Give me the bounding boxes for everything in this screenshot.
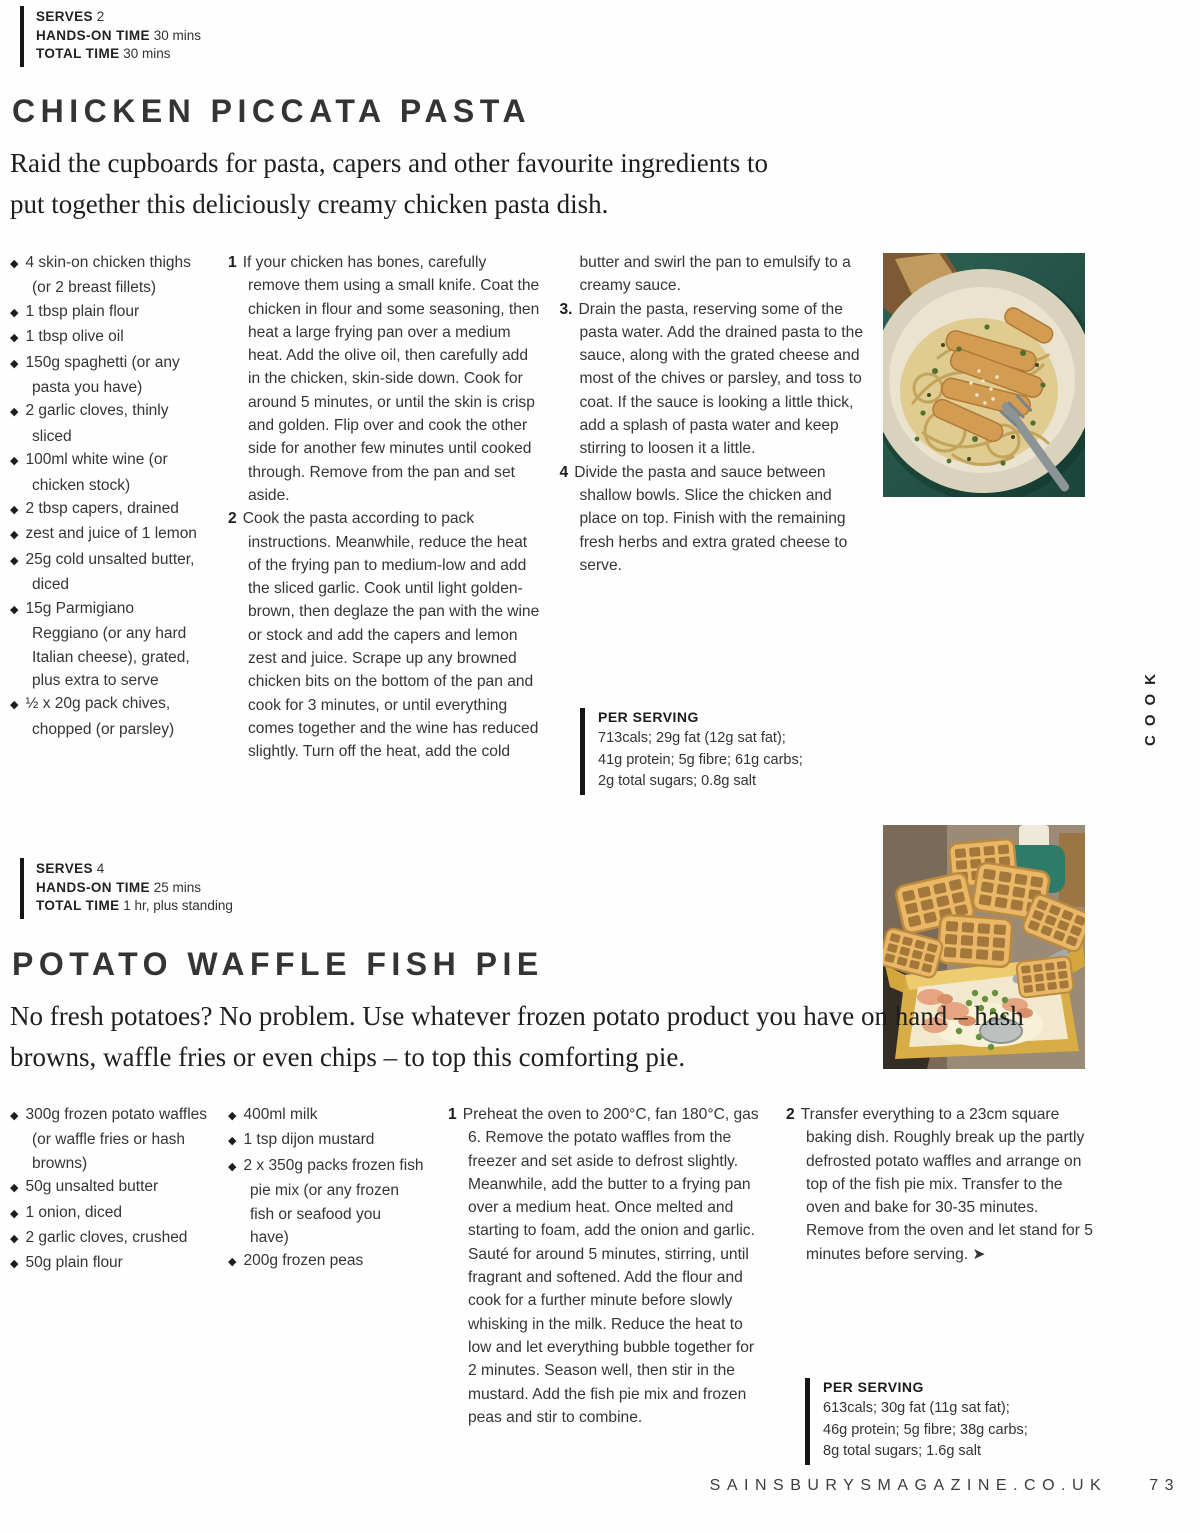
meta-row	[36, 897, 233, 916]
method-step	[228, 251, 541, 507]
diamond-bullet-icon: ◆	[10, 1258, 19, 1271]
ingredient-item	[10, 1201, 210, 1226]
chicken-piccata-pasta-photo	[883, 253, 1085, 497]
method-step	[560, 298, 873, 461]
step-number: 1	[228, 254, 237, 271]
ingredient-item	[10, 325, 202, 350]
ingredient-item	[10, 1251, 210, 1276]
ingredient-text: 4 skin-on chicken thighs (or 2 breast fillets)	[25, 254, 191, 297]
meta-row	[36, 879, 233, 898]
ingredient-text: ½ x 20g pack chives, chopped (or parsley)	[25, 695, 175, 738]
ingredient-item	[10, 497, 202, 522]
ingredient-text: 2 garlic cloves, crushed	[25, 1229, 188, 1247]
per-serving-label: PER SERVING	[823, 1379, 924, 1395]
diamond-bullet-icon: ◆	[228, 1256, 237, 1269]
ingredient-text: 200g frozen peas	[243, 1252, 364, 1270]
per-serving-line: 2g total sugars; 0.8g salt	[598, 773, 756, 789]
ingredient-item	[10, 1226, 210, 1251]
meta-label: TOTAL TIME	[36, 898, 120, 913]
page-number: 73	[1149, 1477, 1180, 1494]
step-number: 4	[559, 463, 569, 481]
magazine-site-url: SAINSBURYSMAGAZINE.CO.UK	[709, 1477, 1108, 1494]
ingredient-text: 2 tbsp capers, drained	[25, 500, 179, 518]
ingredient-text: 50g unsalted butter	[25, 1178, 159, 1196]
diamond-bullet-icon: ◆	[228, 1135, 237, 1148]
ingredient-text: 1 onion, diced	[25, 1203, 122, 1221]
diamond-bullet-icon: ◆	[228, 1160, 237, 1173]
diamond-bullet-icon: ◆	[10, 1182, 19, 1195]
ingredient-item	[10, 351, 202, 400]
ingredient-text: 2 garlic cloves, thinly sliced	[25, 402, 169, 445]
per-serving-label: PER SERVING	[598, 709, 699, 725]
ingredient-text: 50g plain flour	[25, 1254, 123, 1272]
recipe2-intro: No fresh potatoes? No problem. Use whatever frozen potato product you have on hand – hash browns, waffle fries or even chips – to top this comforting pie.	[10, 1001, 1024, 1072]
ingredient-text: 25g cold unsalted butter, diced	[25, 550, 195, 594]
diamond-bullet-icon: ◆	[10, 357, 19, 370]
ingredient-item	[10, 399, 202, 448]
step-number: 1	[448, 1106, 457, 1123]
meta-value: 30 mins	[123, 46, 171, 61]
per-serving-line: 713cals; 29g fat (12g sat fat);	[598, 730, 786, 746]
diamond-bullet-icon: ◆	[10, 306, 19, 319]
meta-label: SERVES	[36, 9, 93, 24]
meta-value: 30 mins	[153, 27, 201, 43]
meta-row	[36, 45, 201, 64]
diamond-bullet-icon: ◆	[10, 504, 19, 517]
cook-section-text: COOK	[1141, 664, 1159, 746]
method-step	[786, 1103, 1098, 1266]
meta-label: HANDS-ON TIME	[36, 879, 150, 895]
ingredient-text: 15g Parmigiano Reggiano (or any hard Italian cheese), grated, plus extra to serve	[25, 599, 190, 689]
step-text: If your chicken has bones, carefully remove them using a small knife. Coat the chicken in flour and some seasoning, then heat a large frying pan over a medium heat. Add the olive oil, then carefully add in the chicken, skin-side down. Cook for around 5 minutes, or until the skin is crisp and golden. Flip over and cook the other side for another few minutes until cooked through. Remove from the pan and set aside.	[242, 254, 540, 504]
diamond-bullet-icon: ◆	[10, 406, 19, 419]
ingredient-item	[10, 448, 202, 497]
per-serving-lines	[823, 1398, 1115, 1463]
ingredient-text: 1 tsp dijon mustard	[243, 1131, 375, 1149]
diamond-bullet-icon: ◆	[10, 554, 19, 567]
ingredient-item	[10, 522, 202, 547]
ingredient-item	[10, 1175, 210, 1200]
step-text: Divide the pasta and sauce between shallow bowls. Slice the chicken and place on top. Finish with the remaining fresh herbs and extra grated cheese to serve.	[574, 463, 848, 574]
ingredient-text: 100ml white wine (or chicken stock)	[25, 451, 168, 494]
ingredient-item	[228, 1103, 424, 1128]
per-serving-line: 46g protein; 5g fibre; 38g carbs;	[823, 1421, 1028, 1438]
ingredient-text: 2 x 350g packs frozen fish pie mix (or any frozen fish or seafood you have)	[243, 1156, 424, 1247]
recipe1-meta-block	[20, 6, 201, 67]
per-serving-lines	[598, 728, 880, 793]
ingredient-item	[10, 251, 202, 300]
ingredient-item	[10, 1103, 210, 1175]
meta-label: TOTAL TIME	[36, 46, 120, 61]
meta-value: 2	[96, 9, 105, 24]
recipe1-intro: Raid the cupboards for pasta, capers and other favourite ingredients to put together this deliciously creamy chicken pasta dish.	[10, 148, 768, 219]
diamond-bullet-icon: ◆	[10, 1233, 19, 1246]
recipe2-ingredient-list-col1	[10, 1103, 210, 1277]
step-number: 3.	[559, 300, 573, 318]
diamond-bullet-icon: ◆	[10, 1207, 19, 1220]
ingredient-text: 400ml milk	[243, 1106, 318, 1123]
meta-value: 25 mins	[153, 879, 201, 895]
ingredient-item	[228, 1154, 424, 1250]
meta-value: 1 hr, plus standing	[123, 898, 233, 913]
recipe1-title: CHICKEN PICCATA PASTA	[12, 93, 532, 129]
ingredient-item	[10, 692, 202, 741]
recipe2-ingredient-list-col2	[228, 1103, 424, 1275]
diamond-bullet-icon: ◆	[10, 529, 19, 542]
diamond-bullet-icon: ◆	[10, 258, 19, 270]
page-footer	[520, 1477, 1180, 1495]
per-serving-line: 8g total sugars; 1.6g salt	[823, 1443, 981, 1459]
diamond-bullet-icon: ◆	[10, 699, 19, 712]
recipe1-per-serving	[580, 708, 880, 795]
recipe2-title: POTATO WAFFLE FISH PIE	[12, 946, 544, 982]
diamond-bullet-icon: ◆	[10, 455, 19, 468]
diamond-bullet-icon: ◆	[10, 332, 19, 345]
recipe1-ingredient-list	[10, 251, 202, 741]
ingredient-text: 1 tbsp plain flour	[25, 302, 140, 320]
ingredient-text: 150g spaghetti (or any pasta you have)	[25, 353, 180, 397]
meta-row	[36, 860, 233, 879]
meta-label: SERVES	[36, 861, 93, 876]
step-text: Transfer everything to a 23cm square baking dish. Roughly break up the partly defrosted potato waffles and arrange on top of the fish pie mix. Transfer to the oven and bake for 30-35 minutes. Remove from the oven and let stand for 5 minutes before serving. ➤	[800, 1106, 1093, 1263]
ingredient-item	[228, 1128, 424, 1153]
cook-section-label	[1118, 630, 1182, 780]
recipe2-meta-block	[20, 858, 233, 919]
recipe2-per-serving	[805, 1378, 1115, 1465]
ingredient-text: 1 tbsp olive oil	[25, 328, 124, 346]
meta-label: HANDS-ON TIME	[36, 27, 150, 43]
meta-row	[36, 27, 201, 46]
per-serving-line: 41g protein; 5g fibre; 61g carbs;	[598, 751, 803, 768]
step-number: 2	[786, 1106, 795, 1123]
ingredient-item	[10, 548, 202, 597]
step-text: Drain the pasta, reserving some of the pasta water. Add the drained pasta to the sauce, along with the grated cheese and most of the chives or parsley, and toss to coat. If the sauce is looking a little thick, add a splash of pasta water and keep stirring to loosen it a little.	[578, 300, 863, 458]
step-number: 2	[228, 510, 237, 528]
ingredient-text: zest and juice of 1 lemon	[25, 525, 197, 543]
method-step	[560, 461, 873, 577]
method-step	[448, 1103, 760, 1429]
diamond-bullet-icon: ◆	[10, 603, 19, 616]
ingredient-item	[10, 300, 202, 325]
step-text: Cook the pasta according to pack instructions. Meanwhile, reduce the heat of the frying pan to medium-low and add the sliced garlic. Cook until light golden-brown, then deglaze the pan with the wine or stock and add the capers and lemon zest and juice. Scrape up any browned chicken bits on the bottom of the pan and cook for 3 minutes, or until everything comes together and the wine has reduced slightly. Turn off the heat, add the cold butter and swirl the pan to emulsify to a creamy sauce.	[242, 254, 851, 761]
ingredient-item	[10, 597, 202, 693]
step-text: Preheat the oven to 200°C, fan 180°C, gas 6. Remove the potato waffles from the freezer and set aside to defrost slightly. Meanwhile, add the butter to a frying pan over a medium heat. Once melted and starting to foam, add the onion and garlic. Sauté for around 5 minutes, stirring, until fragrant and softened. Add the flour and cook for a further minute before slowly whisking in the milk. Reduce the heat to low and let everything bubble together for 2 minutes. Season well, then stir in the mustard. Add the fish pie mix and frozen peas and stir to combine.	[462, 1106, 759, 1426]
meta-row	[36, 8, 201, 27]
ingredient-text: 300g frozen potato waffles (or waffle fries or hash browns)	[25, 1106, 208, 1172]
per-serving-line: 613cals; 30g fat (11g sat fat);	[823, 1400, 1010, 1416]
meta-value: 4	[96, 861, 105, 876]
ingredient-item	[228, 1249, 424, 1274]
diamond-bullet-icon: ◆	[228, 1110, 237, 1122]
diamond-bullet-icon: ◆	[10, 1110, 19, 1122]
